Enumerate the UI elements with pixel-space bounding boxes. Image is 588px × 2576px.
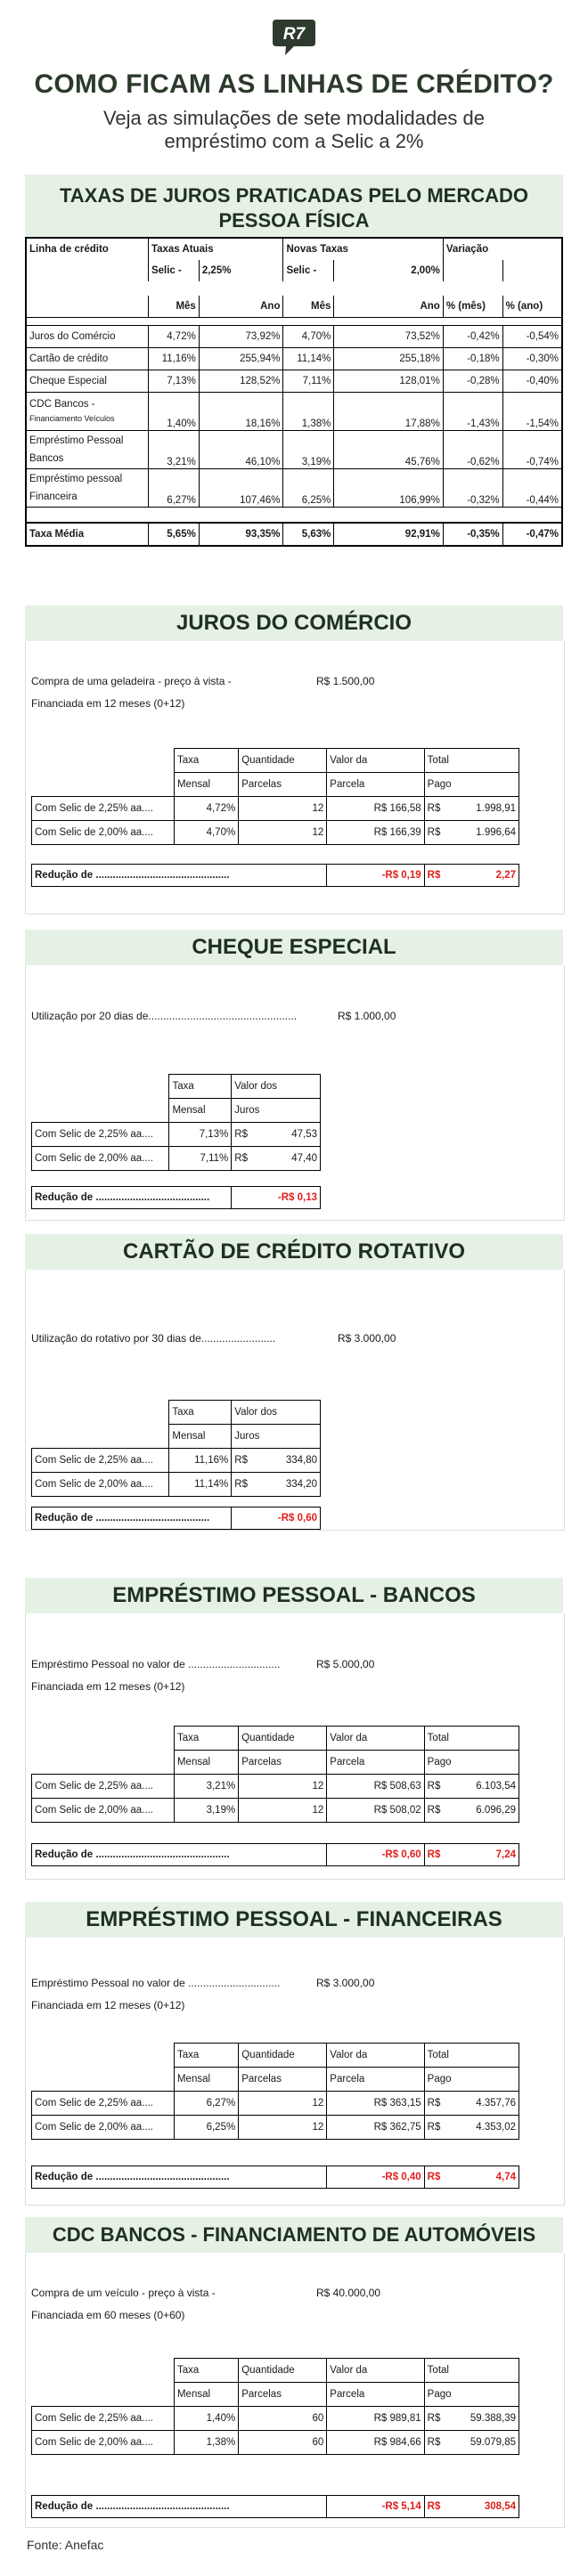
h-linha: Linha de crédito xyxy=(26,238,148,260)
cell: 60 xyxy=(239,2431,327,2455)
epb-line-2: Bancos xyxy=(29,453,64,464)
h-total: Total xyxy=(424,2359,519,2383)
reducao-value: -R$ 0,60 xyxy=(232,1507,321,1530)
row-name xyxy=(26,431,148,469)
cell: 106,99% xyxy=(334,469,443,508)
cell: 11,16% xyxy=(148,348,199,370)
cell: 45,76% xyxy=(334,431,443,469)
row-label: Com Selic de 2,00% aa.... xyxy=(32,2116,175,2140)
intro-line-1: Compra de uma geladeira - preço à vista - xyxy=(31,675,232,687)
h-mes-nova: Mês xyxy=(283,296,334,318)
h-mensal: Mensal xyxy=(169,1099,232,1123)
rs: R$ xyxy=(234,1153,248,1164)
h-taxa: Taxa xyxy=(169,1075,232,1099)
table-row xyxy=(32,2407,519,2431)
table-row xyxy=(32,2116,519,2140)
cell: 11,14% xyxy=(169,1473,232,1497)
cell: 3,21% xyxy=(148,431,199,469)
cell: 5,65% xyxy=(148,523,199,546)
section-epfin xyxy=(25,1938,565,2206)
cell: 7,11% xyxy=(283,370,334,393)
summary-band xyxy=(25,175,563,246)
rs: R$ xyxy=(427,2437,441,2448)
cell: 6,27% xyxy=(174,2092,238,2116)
cell: 1.996,64 xyxy=(476,827,516,838)
cell: -0,30% xyxy=(502,348,562,370)
h-ano-atual: Ano xyxy=(199,296,283,318)
section-comercio-title: JUROS DO COMÉRCIO xyxy=(25,605,563,641)
cell: R$ 166,58 xyxy=(327,797,424,821)
cell: 1.998,91 xyxy=(476,803,516,814)
summary-band-line-2: PESSOA FÍSICA xyxy=(218,209,370,232)
table-row xyxy=(32,1123,321,1147)
rs: R$ xyxy=(427,870,441,881)
cell: 128,52% xyxy=(199,370,283,393)
reducao-parcela: -R$ 5,14 xyxy=(327,2496,424,2518)
subtitle-line-1: Veja as simulações de sete modalidades de xyxy=(102,107,486,129)
cdc-line-1: CDC Bancos - xyxy=(29,399,95,410)
intro-line-1: Empréstimo Pessoal no valor de ............................... xyxy=(31,1658,281,1670)
h-parcelas: Parcelas xyxy=(239,2383,327,2407)
h-pago: Pago xyxy=(424,2383,519,2407)
cell: 1,38% xyxy=(174,2431,238,2455)
cell: -0,18% xyxy=(443,348,502,370)
h-novas: Novas Taxas xyxy=(283,238,443,260)
table-row xyxy=(32,2431,519,2455)
h-taxa: Taxa xyxy=(174,2044,238,2068)
h-parcela: Parcela xyxy=(327,773,424,797)
h-qtd: Quantidade xyxy=(239,749,327,773)
cheque-table xyxy=(31,1074,321,1171)
cell: 1,40% xyxy=(174,2407,238,2431)
epfin-table xyxy=(31,2043,519,2140)
h-pago: Pago xyxy=(424,773,519,797)
epf-line-2: Financeira xyxy=(29,492,78,502)
h-taxa: Taxa xyxy=(174,749,238,773)
table-row xyxy=(32,1799,519,1823)
cell: 11,14% xyxy=(283,348,334,370)
cell: -0,54% xyxy=(502,326,562,348)
section-epbancos xyxy=(25,1613,565,1880)
summary-band-line-1: TAXAS DE JUROS PRATICADAS PELO MERCADO xyxy=(59,184,528,207)
table-row xyxy=(26,326,562,348)
epbancos-reducao xyxy=(31,1843,519,1866)
intro-line-1: Utilização do rotativo por 30 dias de......................... xyxy=(31,1332,276,1345)
cell: 4.353,02 xyxy=(476,2122,516,2133)
cell: 11,16% xyxy=(169,1449,232,1473)
h-valor-dos: Valor dos xyxy=(232,1401,321,1425)
intro-value: R$ 3.000,00 xyxy=(338,1332,396,1345)
brand-text: R7 xyxy=(282,25,306,44)
h-parcelas: Parcelas xyxy=(239,2068,327,2092)
h-parcela: Parcela xyxy=(327,1751,424,1775)
cartao-table xyxy=(31,1400,321,1497)
row-label: Com Selic de 2,00% aa.... xyxy=(32,1799,175,1823)
cell: 5,63% xyxy=(283,523,334,546)
cell: R$ 989,81 xyxy=(327,2407,424,2431)
h-mensal: Mensal xyxy=(169,1425,232,1449)
cell: 12 xyxy=(239,821,327,845)
cell: 7,11% xyxy=(169,1147,232,1171)
row-name xyxy=(26,393,148,431)
table-row xyxy=(26,469,562,508)
cell: -0,40% xyxy=(502,370,562,393)
cell: 4,72% xyxy=(148,326,199,348)
h-total: Total xyxy=(424,1727,519,1751)
h-parcelas: Parcelas xyxy=(239,773,327,797)
selic-label-atual: Selic - xyxy=(148,260,199,281)
cell: 12 xyxy=(239,1775,327,1799)
intro-value: R$ 1.500,00 xyxy=(316,675,375,687)
rs: R$ xyxy=(427,2122,441,2133)
section-cartao xyxy=(25,1270,565,1531)
reducao-label: Redução de ............................................... xyxy=(35,2501,230,2512)
cell: 92,91% xyxy=(334,523,443,546)
rs: R$ xyxy=(427,2413,441,2424)
row-name: Juros do Comércio xyxy=(26,326,148,348)
table-row xyxy=(32,797,519,821)
h-mensal: Mensal xyxy=(174,2383,238,2407)
h-mensal: Mensal xyxy=(174,2068,238,2092)
rs: R$ xyxy=(427,1805,441,1816)
h-total: Total xyxy=(424,749,519,773)
row-label: Com Selic de 2,00% aa.... xyxy=(32,1147,169,1171)
cell: 4,72% xyxy=(174,797,238,821)
reducao-parcela: -R$ 0,60 xyxy=(327,1844,424,1866)
selic-label-nova: Selic - xyxy=(283,260,334,281)
h-parcela: Parcela xyxy=(327,2383,424,2407)
reducao-label: Redução de ........................................ xyxy=(35,1192,210,1203)
reducao-total: 308,54 xyxy=(484,2501,516,2512)
cell: 4,70% xyxy=(283,326,334,348)
rs: R$ xyxy=(427,1781,441,1792)
comercio-table xyxy=(31,748,519,845)
intro-value: R$ 40.000,00 xyxy=(316,2287,381,2299)
summary-box xyxy=(25,237,563,591)
cell: -0,74% xyxy=(502,431,562,469)
table-row xyxy=(26,431,562,469)
row-name xyxy=(26,469,148,508)
subtitle-line-2: empréstimo com a Selic a 2% xyxy=(164,130,424,152)
table-row xyxy=(32,821,519,845)
intro-line-1: Compra de um veículo - preço à vista - xyxy=(31,2287,216,2299)
table-row xyxy=(32,1449,321,1473)
cell: 7,13% xyxy=(148,370,199,393)
rs: R$ xyxy=(427,2172,441,2182)
h-qtd: Quantidade xyxy=(239,2044,327,2068)
cell: R$ 363,15 xyxy=(327,2092,424,2116)
h-atuais: Taxas Atuais xyxy=(148,238,283,260)
cell: 12 xyxy=(239,797,327,821)
intro-line-1: Utilização por 20 dias de.................................................. xyxy=(31,1010,298,1022)
section-cdc xyxy=(25,2253,565,2528)
h-valor: Valor da xyxy=(327,749,424,773)
cell: 73,92% xyxy=(199,326,283,348)
rs: R$ xyxy=(427,827,441,838)
cell: 6,27% xyxy=(148,469,199,508)
cheque-reducao xyxy=(31,1186,321,1209)
cdc-reducao xyxy=(31,2495,519,2518)
h-pago: Pago xyxy=(424,1751,519,1775)
section-cartao-title: CARTÃO DE CRÉDITO ROTATIVO xyxy=(25,1234,563,1270)
cell: 255,18% xyxy=(334,348,443,370)
section-cdc-title: CDC BANCOS - FINANCIAMENTO DE AUTOMÓVEIS xyxy=(25,2217,563,2253)
cartao-reducao xyxy=(31,1507,321,1530)
row-label: Com Selic de 2,25% aa.... xyxy=(32,1123,169,1147)
cell: -1,43% xyxy=(443,393,502,431)
epfin-reducao xyxy=(31,2166,519,2189)
cell: -0,62% xyxy=(443,431,502,469)
reducao-label: Redução de ............................................... xyxy=(35,2172,230,2182)
cdc-table xyxy=(31,2358,519,2455)
cell: 3,19% xyxy=(283,431,334,469)
intro-line-2: Financiada em 12 meses (0+12) xyxy=(31,697,185,710)
summary-table xyxy=(25,237,563,547)
h-ano-nova: Ano xyxy=(334,296,443,318)
row-name: Taxa Média xyxy=(26,523,148,546)
selic-atual: 2,25% xyxy=(199,260,283,281)
cell: 59.079,85 xyxy=(470,2437,516,2448)
rs: R$ xyxy=(234,1479,248,1490)
row-label: Com Selic de 2,25% aa.... xyxy=(32,2407,175,2431)
cell: -0,28% xyxy=(443,370,502,393)
reducao-label: Redução de ............................................... xyxy=(35,870,230,881)
intro-line-2: Financiada em 60 meses (0+60) xyxy=(31,2309,185,2321)
cell: 334,20 xyxy=(285,1479,317,1490)
source-note: Fonte: Anefac xyxy=(27,2538,104,2552)
epb-line-1: Empréstimo Pessoal xyxy=(29,435,124,446)
cell: R$ 508,02 xyxy=(327,1799,424,1823)
cell: 3,19% xyxy=(174,1799,238,1823)
h-valor: Valor da xyxy=(327,1727,424,1751)
cell: -0,44% xyxy=(502,469,562,508)
h-mensal: Mensal xyxy=(174,1751,238,1775)
cell: 47,40 xyxy=(291,1153,317,1164)
reducao-label: Redução de ........................................ xyxy=(35,1513,210,1524)
intro-value: R$ 5.000,00 xyxy=(316,1658,375,1670)
reducao-total: 2,27 xyxy=(495,870,516,881)
h-juros: Juros xyxy=(232,1099,321,1123)
row-label: Com Selic de 2,25% aa.... xyxy=(32,1449,169,1473)
section-comercio xyxy=(25,641,565,914)
h-total: Total xyxy=(424,2044,519,2068)
epf-line-1: Empréstimo pessoal xyxy=(29,474,123,484)
reducao-total: 4,74 xyxy=(495,2172,516,2182)
reducao-value: -R$ 0,13 xyxy=(232,1187,321,1209)
cell: 1,38% xyxy=(283,393,334,431)
cell: -1,54% xyxy=(502,393,562,431)
table-row xyxy=(26,348,562,370)
cell: 73,52% xyxy=(334,326,443,348)
section-epbancos-title: EMPRÉSTIMO PESSOAL - BANCOS xyxy=(25,1578,563,1613)
cell: 59.388,39 xyxy=(470,2413,516,2424)
section-cheque-title: CHEQUE ESPECIAL xyxy=(25,930,563,965)
intro-value: R$ 3.000,00 xyxy=(316,1977,375,1989)
row-label: Com Selic de 2,25% aa.... xyxy=(32,1775,175,1799)
cell: 107,46% xyxy=(199,469,283,508)
intro-value: R$ 1.000,00 xyxy=(338,1010,396,1022)
cell: 128,01% xyxy=(334,370,443,393)
cell: 1,40% xyxy=(148,393,199,431)
h-parcelas: Parcelas xyxy=(239,1751,327,1775)
page-title: COMO FICAM AS LINHAS DE CRÉDITO? xyxy=(34,69,554,99)
intro-line-2: Financiada em 12 meses (0+12) xyxy=(31,1680,185,1693)
cell: 4.357,76 xyxy=(476,2098,516,2109)
h-parcela: Parcela xyxy=(327,2068,424,2092)
row-name: Cheque Especial xyxy=(26,370,148,393)
h-valor-dos: Valor dos xyxy=(232,1075,321,1099)
table-row xyxy=(32,1473,321,1497)
r7-logo-icon xyxy=(273,20,315,55)
reducao-label: Redução de ............................................... xyxy=(35,1849,230,1860)
cell: 6.103,54 xyxy=(476,1781,516,1792)
section-cheque xyxy=(25,965,565,1221)
rs: R$ xyxy=(427,1849,441,1860)
cell: 12 xyxy=(239,1799,327,1823)
cell: 334,80 xyxy=(285,1455,317,1466)
cell: -0,32% xyxy=(443,469,502,508)
h-qtd: Quantidade xyxy=(239,2359,327,2383)
cell: 6,25% xyxy=(174,2116,238,2140)
reducao-total: 7,24 xyxy=(495,1849,516,1860)
cell: R$ 984,66 xyxy=(327,2431,424,2455)
intro-line-1: Empréstimo Pessoal no valor de ............................... xyxy=(31,1977,281,1989)
h-juros: Juros xyxy=(232,1425,321,1449)
epbancos-table xyxy=(31,1726,519,1823)
cell: 12 xyxy=(239,2116,327,2140)
cell: 255,94% xyxy=(199,348,283,370)
table-row xyxy=(26,370,562,393)
h-taxa: Taxa xyxy=(169,1401,232,1425)
h-variacao: Variação xyxy=(443,238,562,260)
reducao-parcela: -R$ 0,19 xyxy=(327,865,424,887)
cell: R$ 362,75 xyxy=(327,2116,424,2140)
row-name: Cartão de crédito xyxy=(26,348,148,370)
cell: 17,88% xyxy=(334,393,443,431)
page-subtitle xyxy=(0,107,588,153)
h-taxa: Taxa xyxy=(174,1727,238,1751)
row-label: Com Selic de 2,00% aa.... xyxy=(32,1473,169,1497)
cell: 12 xyxy=(239,2092,327,2116)
rs: R$ xyxy=(427,2098,441,2109)
cell: 4,70% xyxy=(174,821,238,845)
cell: 6.096,29 xyxy=(476,1805,516,1816)
h-pmes: % (mês) xyxy=(443,296,502,318)
h-valor: Valor da xyxy=(327,2044,424,2068)
table-row xyxy=(32,1147,321,1171)
reducao-parcela: -R$ 0,40 xyxy=(327,2166,424,2189)
table-row xyxy=(32,1775,519,1799)
cell: R$ 508,63 xyxy=(327,1775,424,1799)
cell: 3,21% xyxy=(174,1775,238,1799)
section-epfin-title: EMPRÉSTIMO PESSOAL - FINANCEIRAS xyxy=(25,1902,563,1938)
row-label: Com Selic de 2,00% aa.... xyxy=(32,2431,175,2455)
rs: R$ xyxy=(234,1129,248,1140)
intro-line-2: Financiada em 12 meses (0+12) xyxy=(31,1999,185,2011)
h-mes-atual: Mês xyxy=(148,296,199,318)
row-label: Com Selic de 2,25% aa.... xyxy=(32,797,175,821)
table-row xyxy=(32,2092,519,2116)
cell: 7,13% xyxy=(169,1123,232,1147)
cell: 93,35% xyxy=(199,523,283,546)
cell: R$ 166,39 xyxy=(327,821,424,845)
cell: 6,25% xyxy=(283,469,334,508)
table-row-media xyxy=(26,523,562,546)
h-pago: Pago xyxy=(424,2068,519,2092)
selic-nova: 2,00% xyxy=(334,260,443,281)
cell: 18,16% xyxy=(199,393,283,431)
h-qtd: Quantidade xyxy=(239,1727,327,1751)
table-row xyxy=(26,393,562,431)
cell: -0,35% xyxy=(443,523,502,546)
h-taxa: Taxa xyxy=(174,2359,238,2383)
cell: 46,10% xyxy=(199,431,283,469)
h-pano: % (ano) xyxy=(502,296,562,318)
cell: 60 xyxy=(239,2407,327,2431)
rs: R$ xyxy=(234,1455,248,1466)
rs: R$ xyxy=(427,2501,441,2512)
cdc-line-2: Financiamento Veículos xyxy=(29,414,115,423)
comercio-reducao xyxy=(31,864,519,887)
row-label: Com Selic de 2,00% aa.... xyxy=(32,821,175,845)
h-valor: Valor da xyxy=(327,2359,424,2383)
row-label: Com Selic de 2,25% aa.... xyxy=(32,2092,175,2116)
cell: 47,53 xyxy=(291,1129,317,1140)
h-mensal: Mensal xyxy=(174,773,238,797)
rs: R$ xyxy=(427,803,441,814)
cell: -0,47% xyxy=(502,523,562,546)
cell: -0,42% xyxy=(443,326,502,348)
